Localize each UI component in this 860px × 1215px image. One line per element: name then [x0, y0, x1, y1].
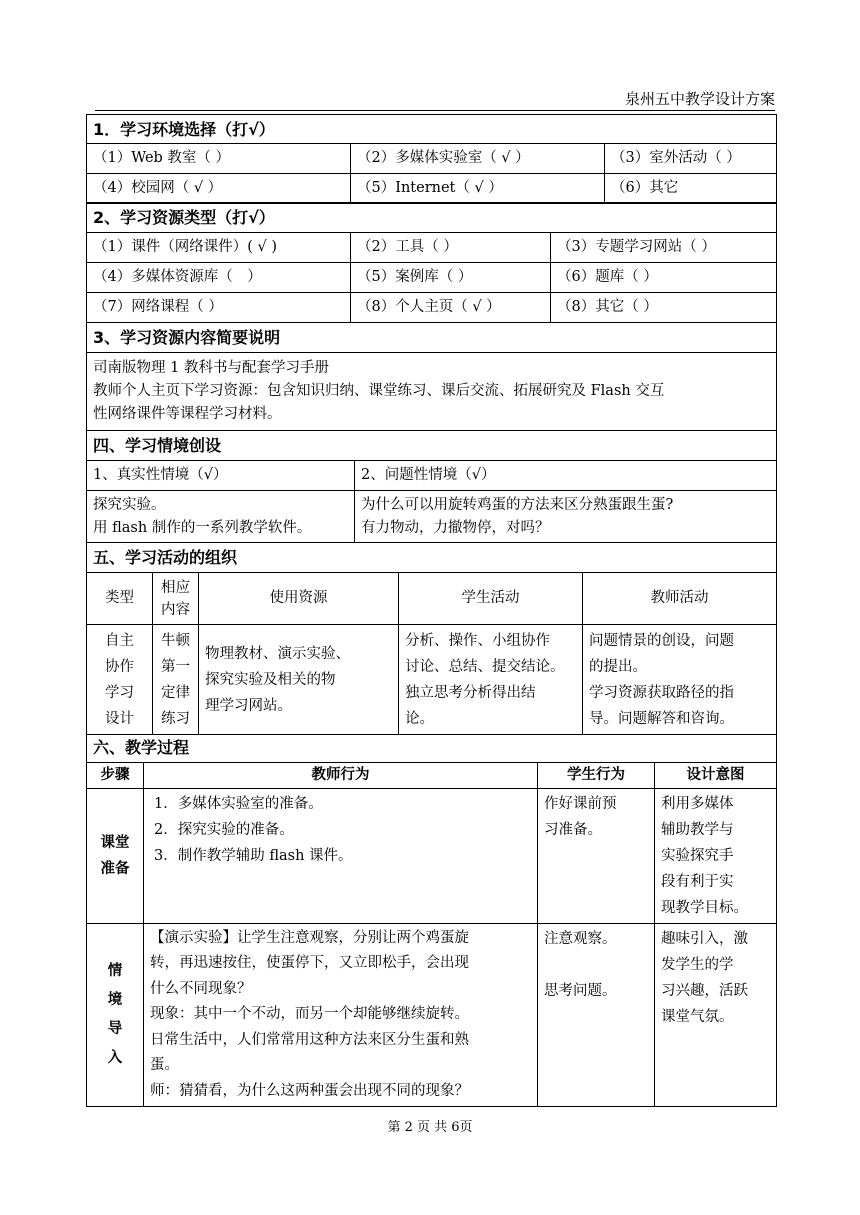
process-header-teacher: 教师行为: [144, 762, 538, 788]
section-title-environment: 1．学习环境选择（打√）: [87, 115, 777, 144]
introduction-teacher-line: 什么不同现象？: [150, 980, 252, 997]
context-real-item: 用 flash 制作的一系列教学软件。: [93, 519, 312, 536]
preparation-teacher-item: 1．多媒体实验室的准备。: [154, 795, 323, 812]
activity-header-type: 类型: [87, 573, 153, 625]
introduction-teacher-line: 日常生活中，人们常常用这种方法来区分生蛋和熟: [150, 1031, 469, 1048]
resource-option: （3）专题学习网站（ ）: [551, 233, 777, 263]
context-real-item: 探究实验。: [93, 496, 166, 513]
introduction-student-observe: 注意观察。: [544, 930, 617, 947]
resource-option: （2）工具（ ）: [351, 233, 551, 263]
env-option: （5）Internet（ √ ）: [351, 174, 605, 204]
resource-option: （8）其它（ ）: [551, 293, 777, 323]
activity-header-content: 相应 内容: [153, 573, 199, 625]
learning-context-table: [86, 430, 777, 543]
resource-description-table: [86, 322, 777, 431]
activity-organization-table: [86, 542, 777, 735]
env-option: （6）其它: [605, 174, 777, 204]
activity-header-student: 学生活动: [399, 573, 583, 625]
activity-student: 分析、操作、小组协作 讨论、总结、提交结论。 独立思考分析得出结 论。: [399, 625, 583, 735]
activity-type: 自主 协作 学习 设计: [87, 625, 153, 735]
activity-resource: 物理教材、演示实验、 探究实验及相关的物 理学习网站。: [199, 625, 399, 735]
learning-environment-table: [86, 114, 777, 204]
preparation-teacher-item: 3．制作教学辅助 flash 课件。: [154, 847, 353, 864]
description-line: 教师个人主页下学习资源：包含知识归纳、课堂练习、课后交流、拓展研究及 Flash 交互: [93, 383, 665, 399]
resource-option: （7）网络课程（ ）: [87, 293, 351, 323]
section-title-context: 四、学习情境创设: [87, 431, 777, 461]
page-footer: 第 2 页 共 6页: [387, 1120, 473, 1135]
introduction-student-think: 思考问题。: [544, 982, 617, 999]
section-title-resource-type: 2、学习资源类型（打√）: [87, 203, 777, 233]
introduction-intent: 趣味引入，激 发学生的学 习兴趣，活跃 课堂气氛。: [655, 923, 777, 1107]
resource-option: （5）案例库（ ）: [351, 263, 551, 293]
resource-option: （8）个人主页（ √ ）: [351, 293, 551, 323]
activity-header-teacher: 教师活动: [583, 573, 777, 625]
resource-option: （6）题库（ ）: [551, 263, 777, 293]
activity-header-resource: 使用资源: [199, 573, 399, 625]
preparation-student: 作好课前预 习准备。: [538, 788, 655, 923]
env-option: （2）多媒体实验室（ √ ）: [351, 144, 605, 174]
introduction-teacher-line: 师：猜猜看，为什么这两种蛋会出现不同的现象？: [150, 1082, 469, 1099]
section-title-resource-description: 3、学习资源内容简要说明: [87, 323, 777, 353]
env-option: （3）室外活动（ ）: [605, 144, 777, 174]
context-real-header: 1、真实性情境（√）: [87, 461, 355, 491]
activity-content: 牛顿 第一 定律 练习: [153, 625, 199, 735]
env-option: （1）Web 教室（ ）: [87, 144, 351, 174]
context-problem-header: 2、问题性情境（√）: [355, 461, 777, 491]
process-header-intent: 设计意图: [655, 762, 777, 788]
introduction-teacher-line: 【演示实验】让学生注意观察，分别让两个鸡蛋旋: [150, 929, 469, 946]
introduction-teacher-line: 转，再迅速按住，使蛋停下，又立即松手，会出现: [150, 955, 469, 971]
page-header: 泉州五中教学设计方案: [95, 88, 775, 111]
env-option: （4）校园网（ √ ）: [87, 174, 351, 204]
introduction-teacher-line: 蛋。: [150, 1057, 179, 1073]
process-header-student: 学生行为: [538, 762, 655, 788]
description-line: 性网络课件等课程学习材料。: [93, 406, 282, 422]
spacer: [544, 952, 648, 978]
introduction-teacher-line: 现象：其中一个不动，而另一个却能够继续旋转。: [150, 1006, 469, 1022]
activity-teacher: 问题情景的创设，问题 的提出。 学习资源获取路径的指 导。问题解答和咨询。: [583, 625, 777, 735]
description-line: 司南版物理 1 教科书与配套学习手册: [93, 360, 329, 376]
section-title-activity: 五、学习活动的组织: [87, 543, 777, 573]
preparation-teacher-item: 2．探究实验的准备。: [154, 821, 294, 838]
resource-option: （1）课件（网络课件）( √ ): [87, 233, 351, 263]
section-title-process: 六、教学过程: [87, 734, 777, 762]
resource-option: （4）多媒体资源库（ ）: [87, 263, 351, 293]
process-step-introduction: 情 境 导 入: [87, 923, 144, 1107]
process-header-step: 步骤: [87, 762, 144, 788]
process-step-preparation: 课堂 准备: [87, 788, 144, 923]
context-problem-item: 为什么可以用旋转鸡蛋的方法来区分熟蛋跟生蛋?: [361, 496, 674, 513]
resource-type-table: [86, 202, 777, 323]
context-problem-item: 有力物动，力撤物停，对吗？: [361, 519, 550, 536]
preparation-intent: 利用多媒体 辅助教学与 实验探究手 段有利于实 现教学目标。: [655, 788, 777, 923]
teaching-process-table: [86, 734, 777, 1107]
